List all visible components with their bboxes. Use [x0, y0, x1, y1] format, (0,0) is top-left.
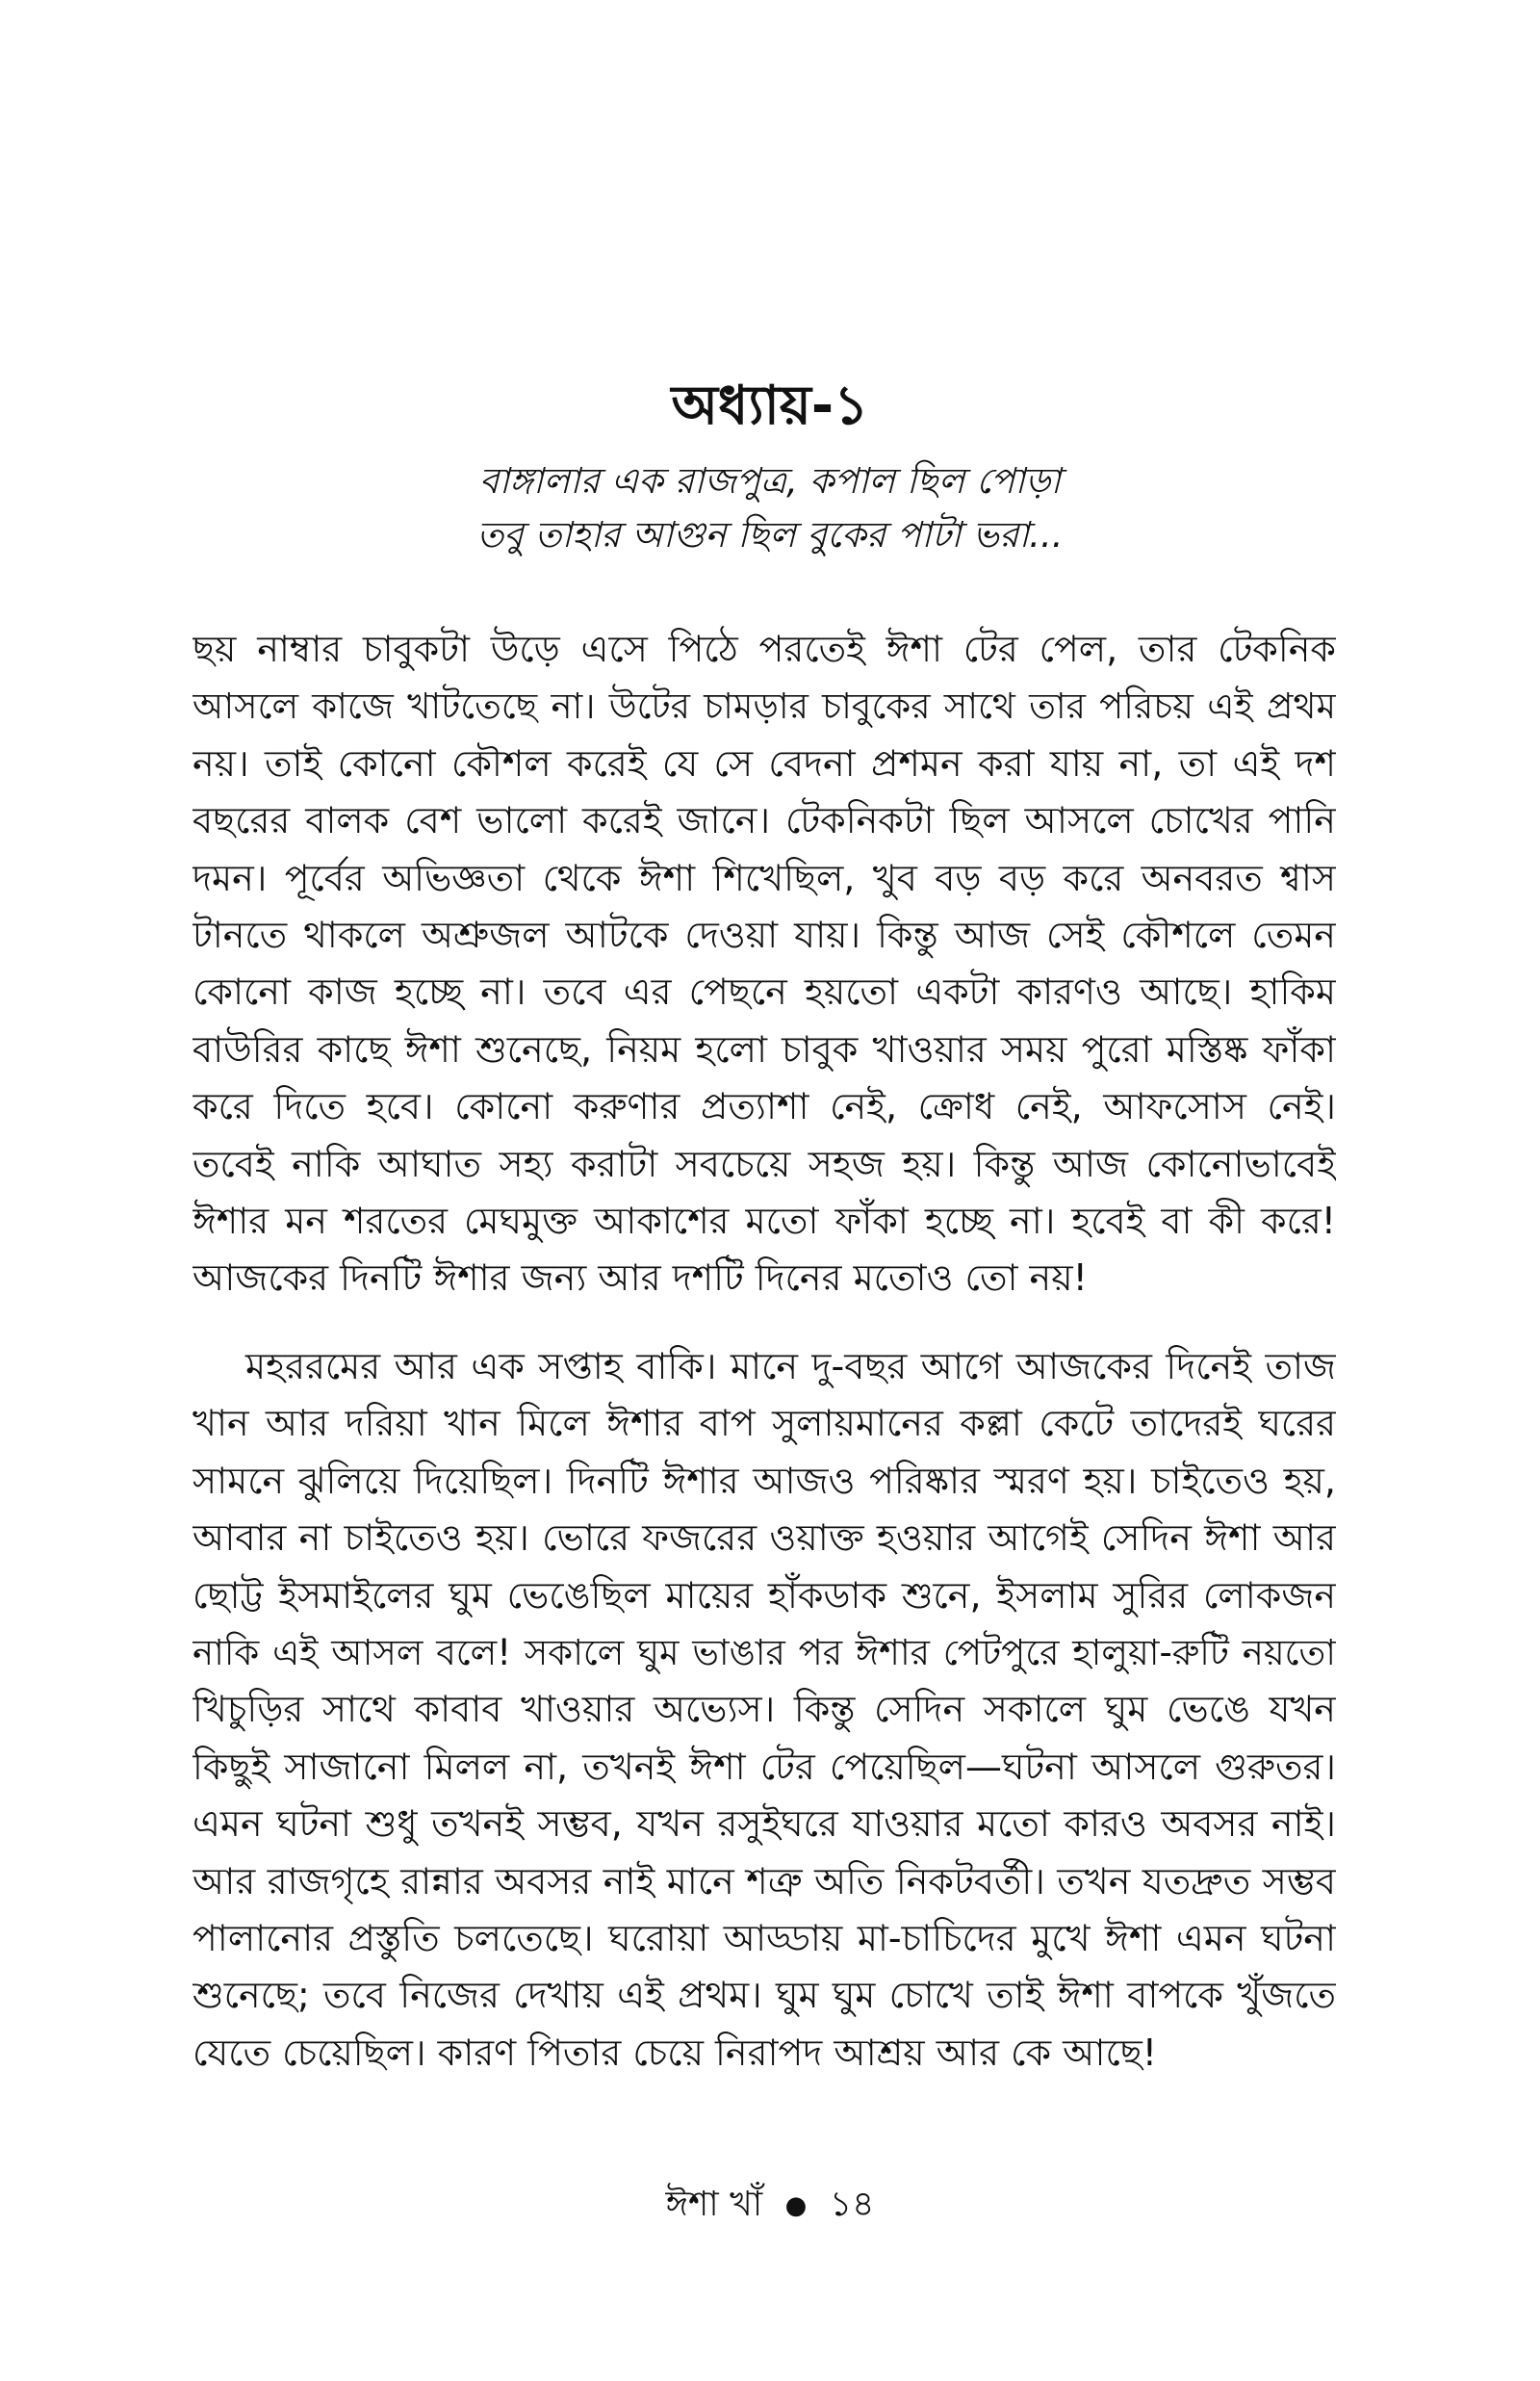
epigraph-line: তবু তাহার আগুন ছিল বুকের পাটা ভরা...	[476, 514, 1064, 556]
text-line: আবার না চাইতেও হয়। ভোরে ফজরের ওয়াক্ত হওয়ার আগেই সেদিন ঈশা আর	[192, 1516, 1336, 1560]
page-number: ১৪	[829, 2185, 875, 2224]
text-line: কিছুই সাজানো মিলল না, তখনই ঈশা টের পেয়েছিল—ঘটনা আসলে গুরুতর।	[192, 1745, 1336, 1788]
text-line: দমন। পূর্বের অভিজ্ঞতা থেকে ঈশা শিখেছিল, খুব বড় বড় করে অনবরত শ্বাস	[192, 856, 1336, 899]
book-title: ঈশা খাঁ	[665, 2185, 763, 2224]
text-line: টানতে থাকলে অশ্রুজল আটকে দেওয়া যায়। কিন্তু আজ সেই কৌশলে তেমন	[192, 913, 1336, 956]
text-line: করে দিতে হবে। কোনো করুণার প্রত্যাশা নেই, ক্রোধ নেই, আফসোস নেই।	[192, 1085, 1336, 1128]
text-line: নাকি এই আসল বলে! সকালে ঘুম ভাঙার পর ঈশার পেটপুরে হালুয়া-রুটি নয়তো	[192, 1631, 1336, 1673]
text-line: শুনেছে; তবে নিজের দেখায় এই প্রথম। ঘুম ঘুম চোখে তাই ঈশা বাপকে খুঁজতে	[192, 1974, 1336, 2017]
text-line: আর রাজগৃহে রান্নার অবসর নাই মানে শত্রু অতি নিকটবর্তী। তখন যতদ্রুত সম্ভব	[192, 1859, 1336, 1902]
text-line: যেতে চেয়েছিল। কারণ পিতার চেয়ে নিরাপদ আশ্রয় আর কে আছে!	[192, 2031, 1157, 2074]
text-line: আজকের দিনটি ঈশার জন্য আর দশটি দিনের মতোও তো নয়!	[192, 1256, 1088, 1300]
text-line: পালানোর প্রস্তুতি চলতেছে। ঘরোয়া আড্ডায় মা-চাচিদের মুখে ঈশা এমন ঘটনা	[192, 1916, 1336, 1959]
chapter-title: অধ্যায়-১	[671, 375, 869, 437]
paragraph	[192, 621, 1336, 1307]
text-line: খিচুড়ির সাথে কাবাব খাওয়ার অভ্যেস। কিন্তু সেদিন সকালে ঘুম ভেঙে যখন	[192, 1688, 1336, 1731]
text-line: বাউরির কাছে ঈশা শুনেছে, নিয়ম হলো চাবুক খাওয়ার সময় পুরো মস্তিষ্ক ফাঁকা	[192, 1027, 1336, 1071]
text-line: ঈশার মন শরতের মেঘমুক্ত আকাশের মতো ফাঁকা হচ্ছে না। হবেই বা কী করে!	[192, 1199, 1336, 1242]
text-line: ছয় নাম্বার চাবুকটা উড়ে এসে পিঠে পরতেই ঈশা টের পেল, তার টেকনিক	[192, 628, 1336, 670]
text-line: এমন ঘটনা শুধু তখনই সম্ভব, যখন রসুইঘরে যাওয়ার মতো কারও অবসর নাই।	[192, 1802, 1336, 1846]
text-line: ছোট্ট ইসমাইলের ঘুম ভেঙেছিল মায়ের হাঁকডাক শুনে, ইসলাম সুরির লোকজন	[192, 1573, 1336, 1617]
page-footer	[0, 2176, 1540, 2234]
text-line: মহররমের আর এক সপ্তাহ বাকি। মানে দু-বছর আগে আজকের দিনেই তাজ	[245, 1345, 1336, 1387]
text-line: সামনে ঝুলিয়ে দিয়েছিল। দিনটি ঈশার আজও পরিষ্কার স্মরণ হয়। চাইতেও হয়,	[192, 1459, 1336, 1502]
text-line: নয়। তাই কোনো কৌশল করেই যে সে বেদনা প্রশমন করা যায় না, তা এই দশ	[192, 741, 1336, 785]
epigraph	[289, 454, 1251, 562]
text-line: খান আর দরিয়া খান মিলে ঈশার বাপ সুলায়মানের কল্লা কেটে তাদেরই ঘরের	[192, 1402, 1336, 1445]
paragraph	[192, 1338, 1336, 2082]
epigraph-line: বাঙ্গালার এক রাজপুত্র, কপাল ছিল পোড়া	[478, 460, 1062, 502]
text-line: আসলে কাজে খাটতেছে না। উটের চামড়ার চাবুকের সাথে তার পরিচয় এই প্রথম	[192, 686, 1336, 728]
footer-bullet-separator: ●	[784, 2191, 808, 2220]
text-line: বছরের বালক বেশ ভালো করেই জানে। টেকনিকটা ছিল আসলে চোখের পানি	[192, 799, 1336, 842]
text-line: কোনো কাজ হচ্ছে না। তবে এর পেছনে হয়তো একটা কারণও আছে। হাকিম	[192, 971, 1336, 1014]
text-line: তবেই নাকি আঘাত সহ্য করাটা সবচেয়ে সহজ হয়। কিন্তু আজ কোনোভাবেই	[192, 1142, 1336, 1185]
